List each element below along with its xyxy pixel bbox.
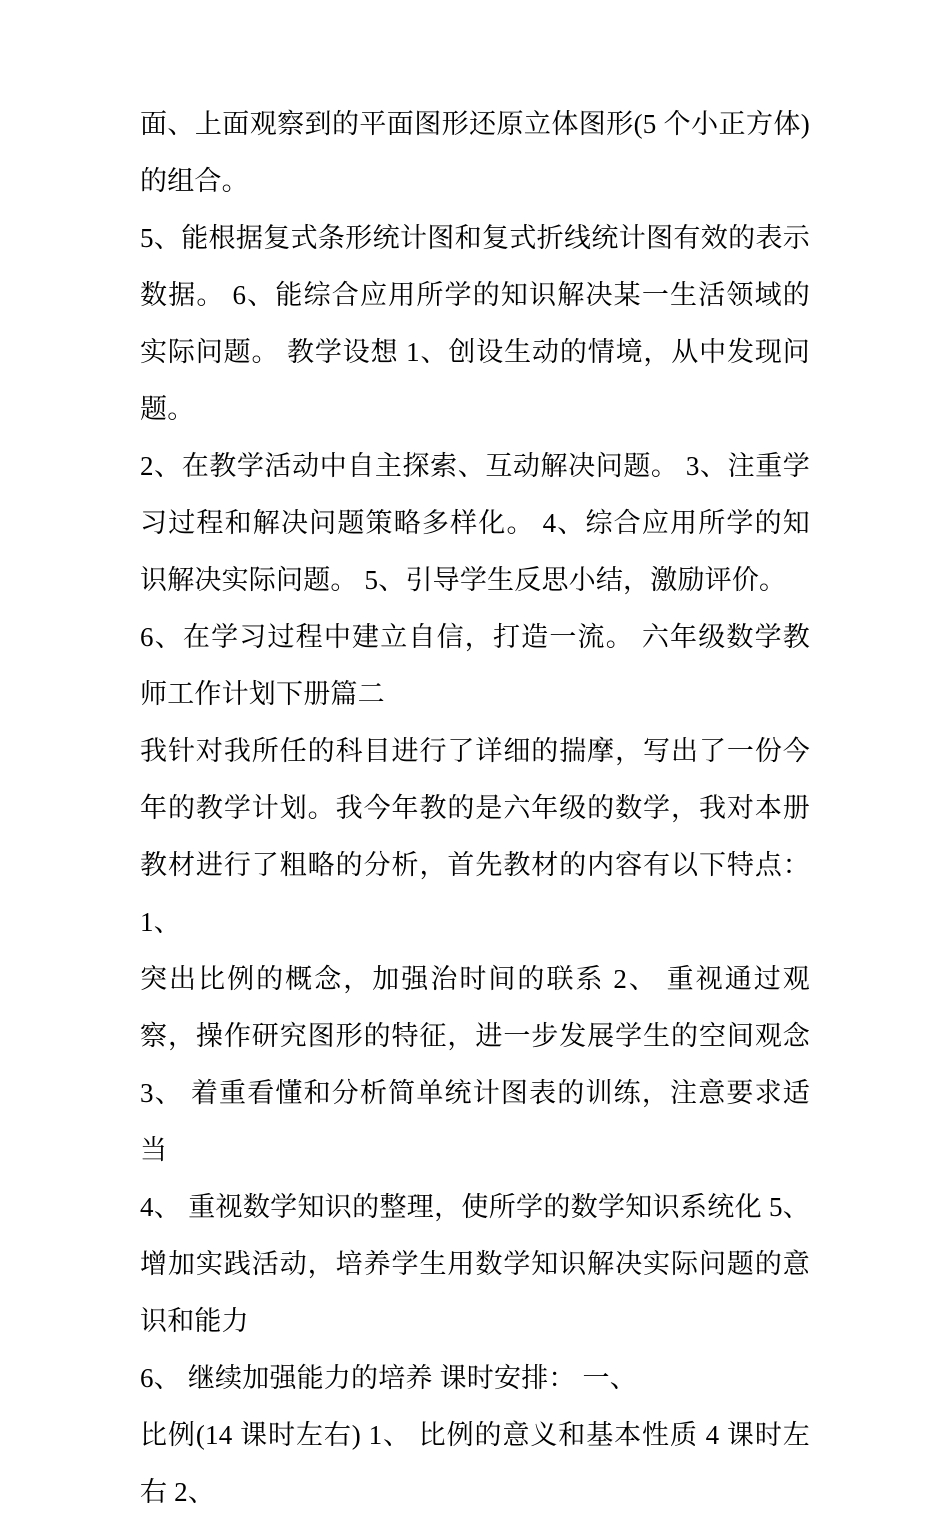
paragraph: 6、 继续加强能力的培养 课时安排： 一、: [140, 1363, 637, 1393]
paragraph: 突出比例的概念，加强治时间的联系 2、 重视通过观察，操作研究图形的特征，进一步发展学生的空间观念 3、 着重看懂和分析简单统计图表的训练，注意要求适当: [140, 964, 810, 1165]
paragraph: 5、能根据复式条形统计图和复式折线统计图有效的表示数据。 6、能综合应用所学的知识解决某一生活领域的实际问题。 教学设想 1、创设生动的情境，从中发现问题。: [140, 223, 810, 424]
document-body: [140, 96, 810, 1521]
paragraph: 2、在教学活动中自主探索、互动解决问题。 3、注重学习过程和解决问题策略多样化。 4、综合应用所学的知识解决实际问题。 5、引导学生反思小结，激励评价。: [140, 451, 810, 595]
paragraph: 4、 重视数学知识的整理，使所学的数学知识系统化 5、 增加实践活动，培养学生用数学知识解决实际问题的意识和能力: [140, 1192, 810, 1336]
paragraph: 比例(14 课时左右) 1、 比例的意义和基本性质 4 课时左右 2、: [140, 1420, 810, 1507]
paragraph: 6、在学习过程中建立自信，打造一流。 六年级数学教师工作计划下册篇二: [140, 622, 810, 709]
paragraph: 我针对我所任的科目进行了详细的揣摩，写出了一份今年的教学计划。我今年教的是六年级的数学，我对本册教材进行了粗略的分析，首先教材的内容有以下特点： 1、: [140, 736, 810, 937]
paragraph: 面、上面观察到的平面图形还原立体图形(5 个小正方体)的组合。: [140, 109, 810, 196]
